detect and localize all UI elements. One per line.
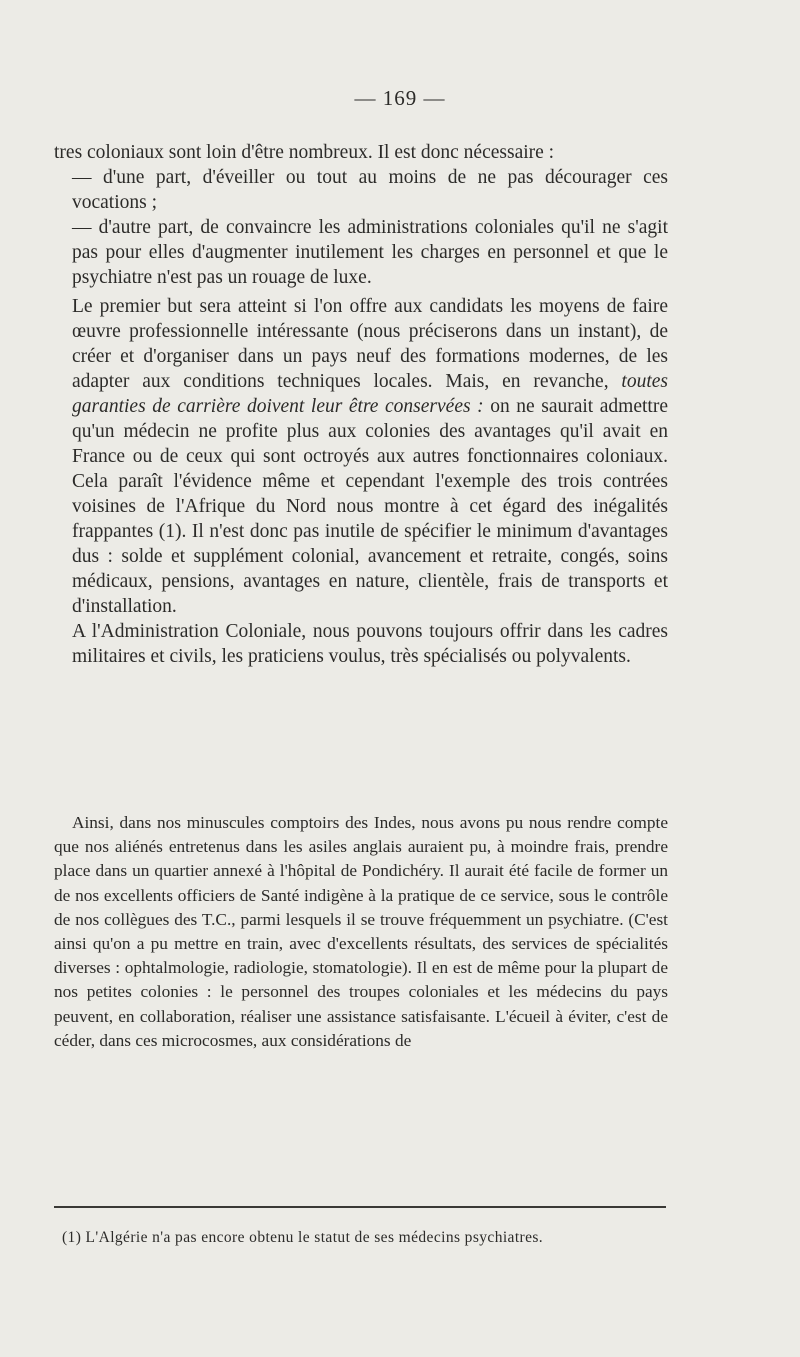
small-print-section <box>54 811 668 1053</box>
paragraph-point-2: — d'autre part, de convaincre les administrations coloniales qu'il ne s'agit pas pour elles d'augmenter inutilement les charges en personnel et que le psychiatre n'est pas un rouage de luxe. <box>72 217 668 288</box>
paragraph-premier-but-start: Le premier but sera atteint si l'on offre aux candidats les moyens de faire œuvre professionnelle intéressante (nous préciserons dans un instant), de créer et d'organiser dans un pays neuf des formations modernes, de les adapter aux conditions techniques locales. Mais, en revanche, <box>72 296 668 392</box>
main-text <box>54 140 668 669</box>
paragraph-premier-but <box>54 294 668 619</box>
paragraph-point-1: — d'une part, d'éveiller ou tout au moins de ne pas décourager ces vocations ; <box>72 167 668 213</box>
paragraph-small-print: Ainsi, dans nos minuscules comptoirs des Indes, nous avons pu nous rendre compte que nos aliénés entretenus dans les asiles anglais auraient pu, à moindre frais, prendre place dans un quartier annexé à l'hôpital de Pondichéry. Il aurait été facile de former un de nos excellents officiers de Santé indigène à la pratique de ce service, sous le contrôle de nos collègues des T.C., parmi lesquels il se trouve fréquemment un psychiatre. (C'est ainsi qu'on a pu mettre en train, avec d'excellents résultats, des services de spécialités diverses : ophtalmologie, radiologie, stomatologie). Il en est de même pour la plupart de nos petites colonies : le personnel des troupes coloniales et les médecins du pays peuvent, en collaboration, réaliser une assistance satisfaisante. L'écueil à éviter, c'est de céder, dans ces microcosmes, aux considérations de <box>54 813 668 1050</box>
paragraph-intro: tres coloniaux sont loin d'être nombreux. Il est donc nécessaire : <box>54 142 555 163</box>
footnote-divider <box>54 1206 666 1208</box>
italic-emphasis: toutes garanties de carrière doivent leur être conservées : <box>72 371 669 417</box>
paragraph-premier-but-end: on ne saurait admettre qu'un médecin ne profite plus aux colonies des avantages qu'il avait en France ou de ceux qui sont octroyés aux autres fonctionnaires coloniaux. Cela paraît l'évidence même et cependant l'exemple des trois contrées voisines de l'Afrique du Nord nous montre à cet égard des inégalités frappantes (1). Il n'est donc pas inutile de spécifier le minimum d'avantages dus : solde et supplément colonial, avancement et retraite, congés, soins médicaux, pensions, avantages en nature, clientèle, frais de transports et d'installation. <box>72 396 668 617</box>
page-number-header: — 169 — <box>354 86 446 110</box>
footnote: (1) L'Algérie n'a pas encore obtenu le statut de ses médecins psychiatres. <box>62 1229 544 1246</box>
paragraph-administration: A l'Administration Coloniale, nous pouvons toujours offrir dans les cadres militaires et civils, les praticiens voulus, très spécialisés ou polyvalents. <box>72 621 668 667</box>
